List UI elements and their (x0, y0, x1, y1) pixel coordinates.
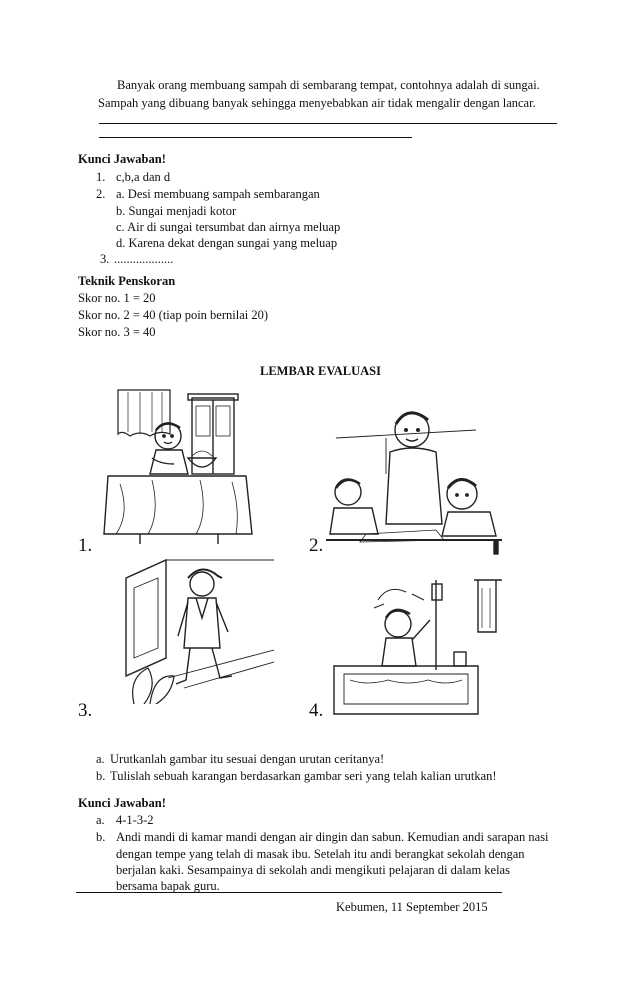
key-item-num: 3. (100, 252, 110, 266)
scoring-line: Skor no. 3 = 40 (78, 325, 156, 339)
answer-text-line: Andi mandi di kamar mandi dengan air dingin dan sabun. Kemudian andi sarapan nasi (116, 830, 549, 844)
answer-text-line: berjalan kaki. Sesampainya di sekolah andi mengikuti pelajaran di dalam kelas (116, 863, 510, 877)
answer-letter: b. (96, 830, 106, 844)
answer-line-2 (99, 137, 412, 138)
father-helping-children-study-illustration (326, 384, 502, 556)
child-eating-breakfast-illustration (100, 384, 260, 546)
scoring-line: Skor no. 2 = 40 (tiap poin bernilai 20) (78, 308, 269, 322)
boy-walking-to-school-illustration (124, 558, 274, 704)
place-date: Kebumen, 11 September 2015 (336, 900, 488, 914)
answer-line-1 (99, 123, 557, 124)
picture-number: 4. (309, 700, 324, 721)
footer-divider (76, 892, 502, 893)
picture-number: 1. (78, 535, 93, 556)
instruction-letter: a. (96, 752, 105, 766)
answer-text-line: dengan tempe yang telah di masak ibu. Setelah itu andi berangkat sekolah dengan (116, 847, 525, 861)
instruction-text: Tulislah sebuah karangan berdasarkan gambar seri yang telah kalian urutkan! (110, 769, 497, 783)
key-item-text: c. Air di sungai tersumbat dan airnya meluap (116, 220, 341, 234)
intro-line-1: Banyak orang membuang sampah di sembarang tempat, contohnya adalah di sungai. (117, 78, 540, 92)
key-item-text: d. Karena dekat dengan sungai yang meluap (116, 236, 338, 250)
scoring-title: Teknik Penskoran (78, 274, 176, 288)
answer-letter: a. (96, 813, 105, 827)
answer-key-title: Kunci Jawaban! (78, 152, 166, 166)
key-item-text: a. Desi membuang sampah sembarangan (116, 187, 320, 201)
scoring-line: Skor no. 1 = 20 (78, 291, 156, 305)
boy-bathing-illustration (328, 574, 502, 716)
answer-text-line: bersama bapak guru. (116, 879, 220, 893)
key-item-text: b. Sungai menjadi kotor (116, 204, 237, 218)
intro-line-2: Sampah yang dibuang banyak sehingga menyebabkan air tidak mengalir dengan lancar. (98, 96, 536, 110)
answer-key-title: Kunci Jawaban! (78, 796, 166, 810)
key-item-num: 1. (96, 170, 106, 184)
key-item-text: ................... (114, 252, 174, 266)
key-item-text: c,b,a dan d (116, 170, 171, 184)
picture-number: 2. (309, 535, 324, 556)
key-item-num: 2. (96, 187, 106, 201)
picture-number: 3. (78, 700, 93, 721)
instruction-text: Urutkanlah gambar itu sesuai dengan urutan ceritanya! (110, 752, 385, 766)
answer-text: 4-1-3-2 (116, 813, 154, 827)
evaluation-title: LEMBAR EVALUASI (260, 364, 381, 378)
instruction-letter: b. (96, 769, 106, 783)
